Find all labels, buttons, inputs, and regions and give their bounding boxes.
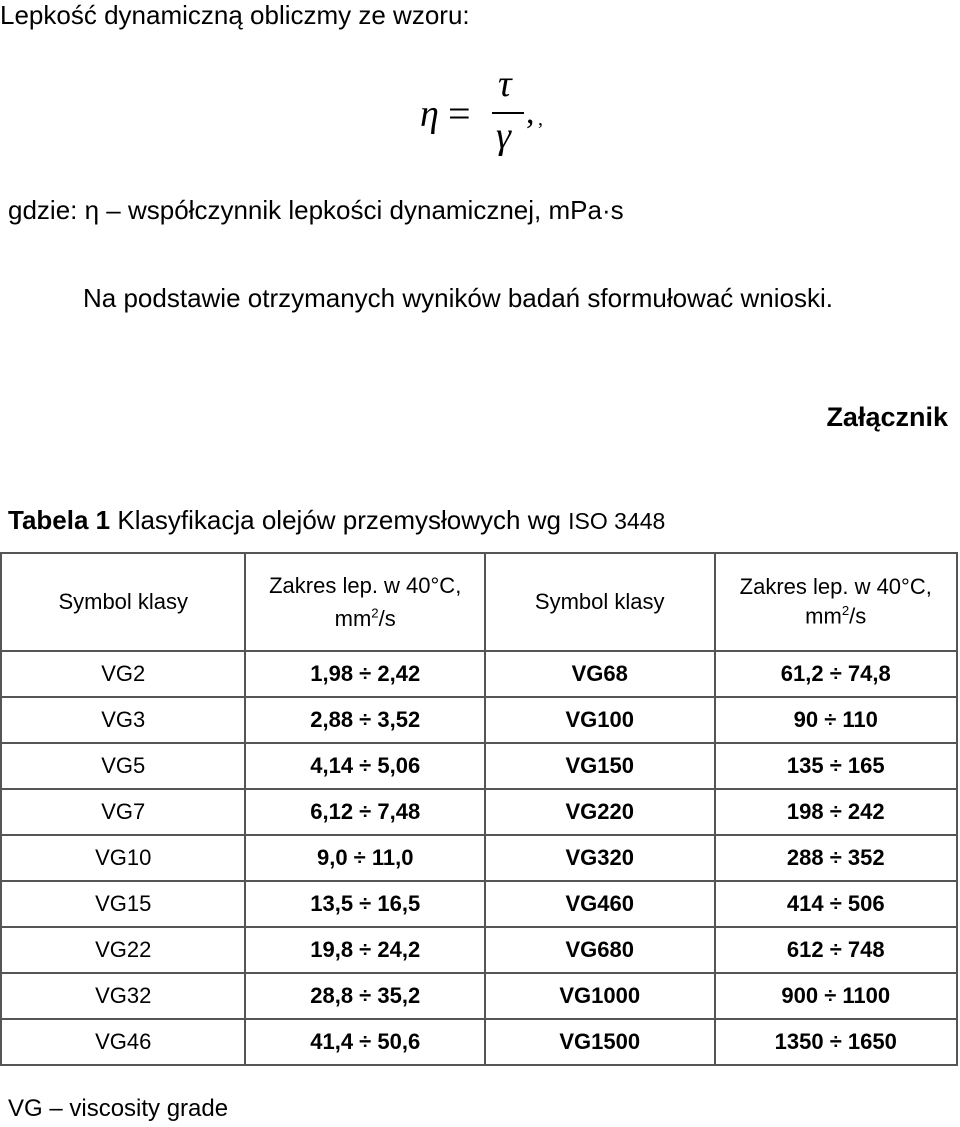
header-range-line1: Zakres lep. w 40°C, xyxy=(269,573,462,598)
formula-comma-small: , xyxy=(538,108,543,130)
formula-comma: , xyxy=(526,94,535,131)
symbol-cell: VG68 xyxy=(485,651,715,697)
range-cell: 9,0 ÷ 11,0 xyxy=(245,835,484,881)
symbol-cell: VG100 xyxy=(485,697,715,743)
range-cell: 19,8 ÷ 24,2 xyxy=(245,927,484,973)
table-row xyxy=(1,927,957,973)
table-row xyxy=(1,881,957,927)
header-range-unit-b: /s xyxy=(378,606,396,631)
range-cell: 13,5 ÷ 16,5 xyxy=(245,881,484,927)
formula-numerator: τ xyxy=(498,63,512,105)
table-row xyxy=(1,973,957,1019)
symbol-cell: VG7 xyxy=(1,789,245,835)
intro-text: Lepkość dynamiczną obliczmy ze wzoru: xyxy=(0,0,470,30)
viscosity-class-table xyxy=(0,552,958,1066)
symbol-cell: VG10 xyxy=(1,835,245,881)
table-row xyxy=(1,835,957,881)
range-cell: 612 ÷ 748 xyxy=(715,927,958,973)
table-header-row xyxy=(1,553,957,651)
formula-equals: = xyxy=(448,91,471,136)
range-cell: 900 ÷ 1100 xyxy=(715,973,958,1019)
symbol-cell: VG680 xyxy=(485,927,715,973)
range-cell: 1350 ÷ 1650 xyxy=(715,1019,958,1065)
table-caption-text: Klasyfikacja olejów przemysłowych wg xyxy=(110,505,569,535)
gdzie-text: gdzie: η – współczynnik lepkości dynamicznej, mPa·s xyxy=(8,195,624,225)
header-range-left xyxy=(245,553,484,651)
symbol-cell: VG3 xyxy=(1,697,245,743)
range-cell: 41,4 ÷ 50,6 xyxy=(245,1019,484,1065)
table-caption xyxy=(8,505,665,536)
symbol-cell: VG32 xyxy=(1,973,245,1019)
range-cell: 90 ÷ 110 xyxy=(715,697,958,743)
range-cell: 61,2 ÷ 74,8 xyxy=(715,651,958,697)
header-range-line1-right: Zakres lep. w 40°C, xyxy=(739,574,932,600)
range-cell: 288 ÷ 352 xyxy=(715,835,958,881)
table-row xyxy=(1,743,957,789)
header-range-unit-sup: 2 xyxy=(371,605,379,621)
header-range-unit-a: mm xyxy=(334,606,372,631)
range-cell: 6,12 ÷ 7,48 xyxy=(245,789,484,835)
table-caption-number: Tabela 1 xyxy=(8,505,111,535)
range-cell: 414 ÷ 506 xyxy=(715,881,958,927)
symbol-cell: VG320 xyxy=(485,835,715,881)
header-symbol-right: Symbol klasy xyxy=(485,553,715,651)
range-cell: 135 ÷ 165 xyxy=(715,743,958,789)
symbol-cell: VG460 xyxy=(485,881,715,927)
symbol-cell: VG150 xyxy=(485,743,715,789)
header-range-unit-b-right: /s xyxy=(849,603,867,629)
header-symbol-left: Symbol klasy xyxy=(1,553,245,651)
conclusion-instruction: Na podstawie otrzymanych wyników badań sformułować wnioski. xyxy=(83,283,833,313)
header-range-unit-a-right: mm xyxy=(805,603,842,629)
appendix-heading: Załącznik xyxy=(826,402,948,432)
table-row xyxy=(1,651,957,697)
table-row xyxy=(1,789,957,835)
table-row xyxy=(1,697,957,743)
symbol-cell: VG22 xyxy=(1,927,245,973)
symbol-cell: VG15 xyxy=(1,881,245,927)
range-cell: 4,14 ÷ 5,06 xyxy=(245,743,484,789)
range-cell: 1,98 ÷ 2,42 xyxy=(245,651,484,697)
header-range-right xyxy=(715,553,958,651)
formula-denominator: γ xyxy=(496,115,511,157)
footer-note: VG – viscosity grade xyxy=(8,1095,229,1122)
symbol-cell: VG220 xyxy=(485,789,715,835)
symbol-cell: VG1000 xyxy=(485,973,715,1019)
range-cell: 2,88 ÷ 3,52 xyxy=(245,697,484,743)
range-cell: 28,8 ÷ 35,2 xyxy=(245,973,484,1019)
symbol-cell: VG2 xyxy=(1,651,245,697)
formula-eta: η xyxy=(420,93,439,135)
range-cell: 198 ÷ 242 xyxy=(715,789,958,835)
header-range-unit-sup-right: 2 xyxy=(841,602,850,618)
symbol-cell: VG5 xyxy=(1,743,245,789)
symbol-cell: VG46 xyxy=(1,1019,245,1065)
symbol-cell: VG1500 xyxy=(485,1019,715,1065)
table-caption-standard: ISO 3448 xyxy=(568,508,666,534)
viscosity-formula xyxy=(420,63,560,160)
table-row xyxy=(1,1019,957,1065)
